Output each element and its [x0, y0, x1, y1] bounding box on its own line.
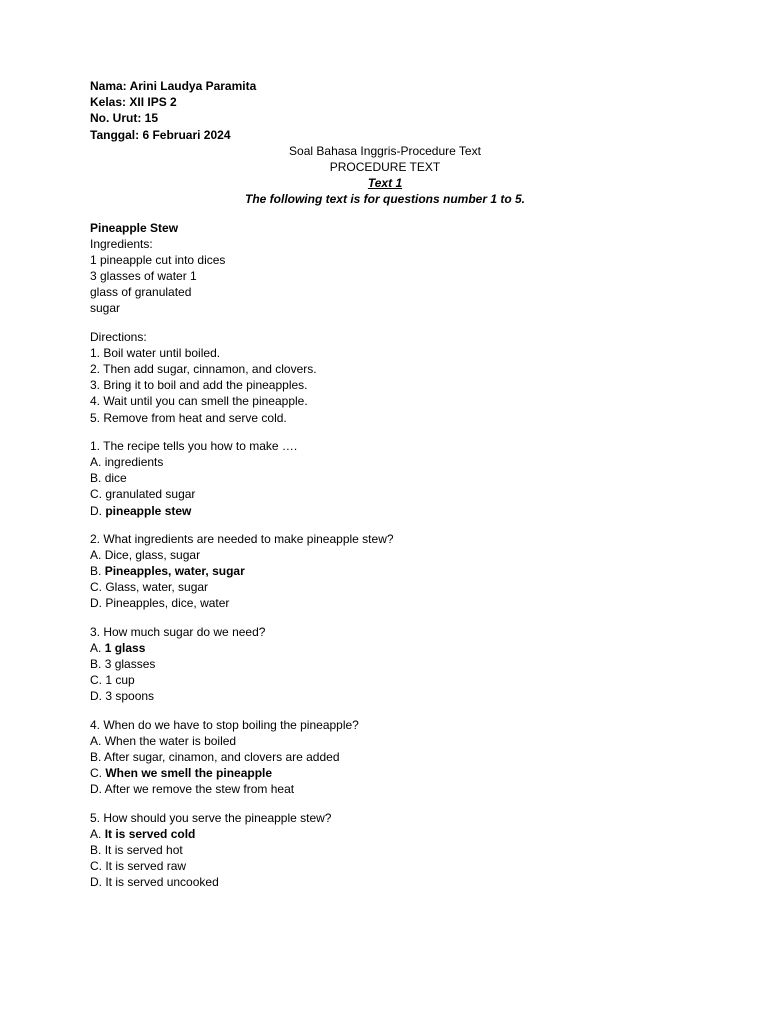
recipe-block: [90, 220, 680, 426]
heading-block: [90, 143, 680, 208]
option-d: D. pineapple stew: [90, 503, 192, 518]
question-text: 1. The recipe tells you how to make ….: [90, 438, 298, 453]
option-b: B. dice: [90, 471, 127, 486]
subject-line: Soal Bahasa Inggris-Procedure Text: [289, 143, 481, 158]
option-d: D. After we remove the stew from heat: [90, 782, 295, 797]
student-name: Nama: Arini Laudya Paramita: [90, 79, 257, 93]
question-item: [90, 531, 680, 612]
recipe-title: Pineapple Stew: [90, 220, 179, 235]
document-title: PROCEDURE TEXT: [329, 159, 441, 174]
option-a: A. 1 glass: [90, 640, 146, 655]
direction-item: 1. Boil water until boiled.: [90, 345, 221, 360]
question-text: 3. How much sugar do we need?: [90, 624, 266, 639]
option-c: C. It is served raw: [90, 859, 187, 874]
question-item: [90, 717, 680, 798]
option-a: A. Dice, glass, sugar: [90, 547, 201, 562]
option-b: B. Pineapples, water, sugar: [90, 564, 245, 579]
ingredient-item: 3 glasses of water 1: [90, 269, 197, 284]
question-item: [90, 810, 680, 891]
ingredient-item: glass of granulated: [90, 285, 192, 300]
directions-label: Directions:: [90, 329, 147, 344]
direction-item: 3. Bring it to boil and add the pineapples.: [90, 378, 308, 393]
option-a: A. When the water is boiled: [90, 733, 237, 748]
student-date: Tanggal: 6 Februari 2024: [90, 127, 231, 142]
instruction-line: The following text is for questions number 1 to 5.: [244, 192, 526, 207]
student-class: Kelas: XII IPS 2: [90, 95, 177, 110]
question-text: 2. What ingredients are needed to make pineapple stew?: [90, 531, 394, 546]
student-info: [90, 78, 680, 143]
option-d: D. 3 spoons: [90, 689, 155, 704]
text-label: Text 1: [367, 176, 403, 191]
option-a: A. It is served cold: [90, 826, 196, 841]
document-page: [90, 78, 680, 890]
question-text: 5. How should you serve the pineapple stew?: [90, 810, 332, 825]
question-item: [90, 438, 680, 519]
question-text: 4. When do we have to stop boiling the pineapple?: [90, 717, 359, 732]
ingredient-item: sugar: [90, 301, 121, 316]
option-d: D. Pineapples, dice, water: [90, 596, 230, 611]
ingredients-label: Ingredients:: [90, 236, 153, 251]
question-item: [90, 624, 680, 705]
option-a: A. ingredients: [90, 454, 164, 469]
option-c: C. 1 cup: [90, 673, 135, 688]
student-number: No. Urut: 15: [90, 111, 159, 126]
option-c: C. Glass, water, sugar: [90, 580, 209, 595]
ingredient-item: 1 pineapple cut into dices: [90, 252, 226, 267]
questions-block: [90, 426, 680, 891]
option-c: C. granulated sugar: [90, 487, 196, 502]
direction-item: 5. Remove from heat and serve cold.: [90, 410, 287, 425]
option-d: D. It is served uncooked: [90, 875, 219, 890]
option-b: B. After sugar, cinamon, and clovers are added: [90, 749, 340, 764]
option-b: B. It is served hot: [90, 842, 183, 857]
option-c: C. When we smell the pineapple: [90, 766, 273, 781]
direction-item: 4. Wait until you can smell the pineapple.: [90, 394, 308, 409]
option-b: B. 3 glasses: [90, 657, 156, 671]
direction-item: 2. Then add sugar, cinnamon, and clovers.: [90, 362, 317, 376]
